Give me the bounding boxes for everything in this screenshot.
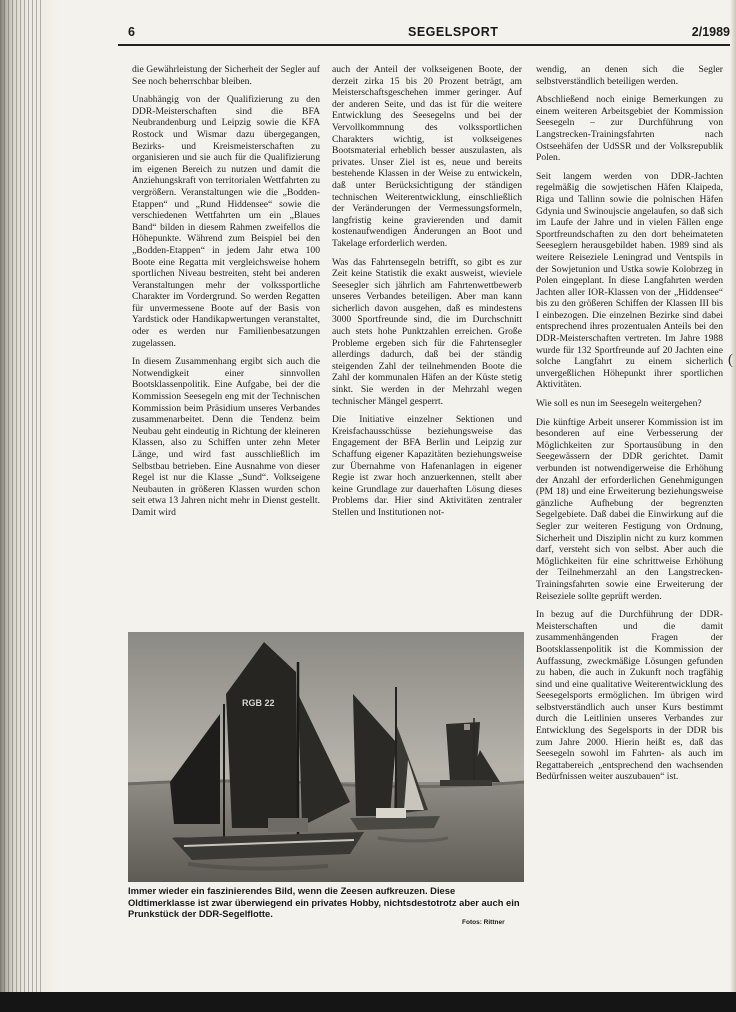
- sailing-boats-photo: [128, 632, 524, 882]
- paragraph: Was das Fahrtensegeln betrifft, so gibt es zur Zeit keine Statistik die exakt ausweist, wieviele Seesegler sich jährlich am Fahrtenwettbewerb unseres Verbandes beteiligen. Aber man kann sicherlich davon ausgehen, daß es mindestens 3000 Sportfreunde sind, die im Durchschnitt auch stets hohe Punktzahlen erreichen. Große Probleme ergeben sich für die Fahrtensegler allerdings dadurch, daß bei der ständig steigenden Zahl der teilnehmenden Boote die Zahl der kommunalen Häfen an der Küste stetig sinkt. Sie werden in der Mehrzahl wegen technischer Mängel gesperrt.: [332, 256, 522, 407]
- paragraph: In bezug auf die Durchführung der DDR-Meisterschaften und die damit zusammenhängenden Fragen der Bootsklassenpolitik ist die Kommission der Auffassung, zweckmäßige Lösungen gefunden zu haben, die auch in Zukunft noch tragfähig sind und eine qualitative Weiterentwicklung des Seesegelsports ermöglichen. Im übrigen wird selbstverständlich auch unser Kurs bestimmt durch die Leitlinien unseres Verbandes zur Entwicklung des Segelsports in der DDR bis zum Jahre 2000. Hierin heißt es, daß das Seesegeln sowohl im Fahrten- als auch im Regattabereich „entsprechend den wachsenden Bedürfnissen weiter auszubauen“ ist.: [536, 609, 723, 783]
- photo-caption: Immer wieder ein faszinierendes Bild, wenn die Zeesen aufkreuzen. Diese Oldtimerklasse ist zwar überwiegend ein privates Hobby, nichtsdestotrotz aber auch ein Prunkstück der DDR-Segelflotte.: [128, 885, 520, 920]
- running-header: [118, 25, 730, 43]
- margin-bracket: (: [728, 352, 733, 368]
- book-spine-shadow: [0, 0, 60, 992]
- issue-number: 2/1989: [691, 25, 730, 39]
- paragraph: Seit langem werden von DDR-Jachten regelmäßig die sowjetischen Häfen Klaipeda, Riga und Tallinn sowie die polnischen Häfen Gdynia und Swinoujscie angelaufen, so daß sich im Laufe der Jahre und in vielen Fällen enge Sportfreundschaften zu den dort beheimateten Seeseglern herausgebildet haben. 1989 sind als weitere Reiseziele Leningrad und Ventspils in der Sowjetunion und Ustka sowie Kolobrzeg in Polen eingeplant. In diese Langfahrten werden Jachten aller IOR-Klassen von der „Hiddensee“ bis zu den größeren Schiffen der Klassen III bis I einbezogen. Die einzelnen Bezirke sind dabei entsprechend ihres prozentualen Anteils bei den DDR-Meisterschaften vertreten. Im Jahre 1988 wurde für 132 Sportfreunde auf 20 Jachten eine solche Langfahrt zu einem sicherlich unvergeßlichen Höhepunkt ihrer sportlichen Aktivitäten.: [536, 170, 723, 391]
- paragraph: In diesem Zusammenhang ergibt sich auch die Notwendigkeit einer sinnvollen Bootsklassenpolitik. Eine Aufgabe, bei der die Kommission Seesegeln eng mit der Technischen Kommission beim Präsidium unseres Verbandes zusammenarbeitet. Denn die Tendenz beim Neubau geht eindeutig in Richtung der kleineren Klassen, also zu Schiffen unter zehn Meter Länge, und wird fast ausschließlich im Selbstbau betrieben. Eine Ausnahme von dieser Regel ist nur die Klasse „Sund“. Volkseigene Neubauten in größeren Klassen wurden schon seit etwa 13 Jahren nicht mehr in Dienst gestellt. Damit wird: [132, 356, 320, 518]
- page-edge: [730, 0, 736, 992]
- paragraph: Die künftige Arbeit unserer Kommission ist im besonderen auf eine Verbesserung der Möglichkeiten zur Sportausübung in den Seegewässern der DDR gerichtet. Damit verbunden ist notwendigerweise die Erhöhung der Anzahl der erforderlichen Genehmigungen (PM 18) und eine Erweiterung beziehungsweise gänzliche Aufhebung der begrenzten Segelgebiete. Daß dabei die Einwirkung auf die Segler zur weiteren Festigung von Ordnung, Sicherheit und Disziplin nicht zu kurz kommen darf, versteht sich von selbst. Aber auch die Möglichkeiten für eine schrittweise Erhöhung der Teilnehmerzahl an den Langstrecken-Trainingsfahrten sowie eine Erweiterung der Reiseziele sollte geprüft werden.: [536, 416, 723, 602]
- paragraph: Unabhängig von der Qualifizierung zu den DDR-Meisterschaften sind die BFA Neubrandenburg und Leipzig sowie die KFA Rostock und Wismar dazu übergegangen, Bezirks- und Kreismeisterschaften zu organisieren und sie auch für die Qualifizierung im eigenen Bereich zu nutzen und damit die Anziehungskraft von territorialen Wettfahrten zu vergrößern. Veranstaltungen wie die „Bodden-Etappen“ und „Rund Hiddensee“ sowie die verschiedenen Wettfahrten um ein „Blaues Band“ bilden in diesem Rahmen zweifellos die Höhepunkte. Während zum Beispiel bei den „Bodden-Etappen“ in jedem Jahr etwa 100 Boote eine Regatta mit vergleichsweise hohem sportlichen Niveau bestreiten, steht bei anderen Veranstaltungen mehr der volkssportliche Charakter im Vordergrund. So werden Regatten für unvermessene Boote auf der Basis von Yardstick oder Handikapwertungen veranstaltet, oder es werden nur Familienbesatzungen zugelassen.: [132, 94, 320, 349]
- text-column-1: [132, 64, 320, 526]
- magazine-title: SEGELSPORT: [408, 25, 499, 39]
- paragraph: Wie soll es nun im Seesegeln weitergehen?: [536, 398, 702, 410]
- header-rule: [118, 44, 730, 46]
- photo-credit: Fotos: Rittner: [462, 919, 505, 926]
- text-column-2: [332, 64, 522, 526]
- scan-bottom-edge: [0, 992, 736, 1012]
- paragraph: die Gewährleistung der Sicherheit der Segler auf See noch beherrschbar bleiben.: [132, 64, 320, 87]
- zeesen-boats-image: [128, 632, 524, 882]
- paragraph: Die Initiative einzelner Sektionen und Kreisfachausschüsse beziehungsweise das Engagement der BFA Berlin und Leipzig zur Schaffung eigener Kapazitäten beziehungsweise zur Übernahme von Hafenanlagen in eigener Regie ist zwar hoch anzuerkennen, stellt aber keine Grundlage zur dauerhaften Lösung dieses Problems dar. Hier sind Aktivitäten zentraler Stellen und Institutionen not-: [332, 414, 522, 518]
- text-column-3: [536, 64, 723, 790]
- paragraph: Abschließend noch einige Bemerkungen zu einem weiteren Arbeitsgebiet der Kommission Seesegeln – zur Durchführung von Langstrecken-Trainingsfahrten nach Ostseehäfen der UdSSR und der Volksrepublik Polen.: [536, 94, 723, 164]
- paragraph: auch der Anteil der volkseigenen Boote, der derzeit zirka 15 bis 20 Prozent beträgt, am Meisterschaftsgeschehen immer geringer. Auf der anderen Seite, und das ist für die weitere Entwicklung des Seesegelns und bei der Vervollkommnung des volkssportlichen Charakters wichtig, ist volkseigenes Bootsmaterial erheblich besser auszulasten, als privates. Unser Ziel ist es, neue und bereits bestehende Klassen in der Weise zu entwickeln, daß unter Berücksichtigung der ständigen technischen Weiterentwicklung, einschließlich der Veränderungen der Vermessungsformeln, langfristig keine gravierenden und damit kostenaufwendigen Änderungen an Boot und Takelage erforderlich werden.: [332, 64, 522, 249]
- page-number: 6: [128, 25, 135, 39]
- paragraph: wendig, an denen sich die Segler selbstverständlich beteiligen werden.: [536, 64, 723, 87]
- sail-number-label: RGB 22: [242, 698, 275, 708]
